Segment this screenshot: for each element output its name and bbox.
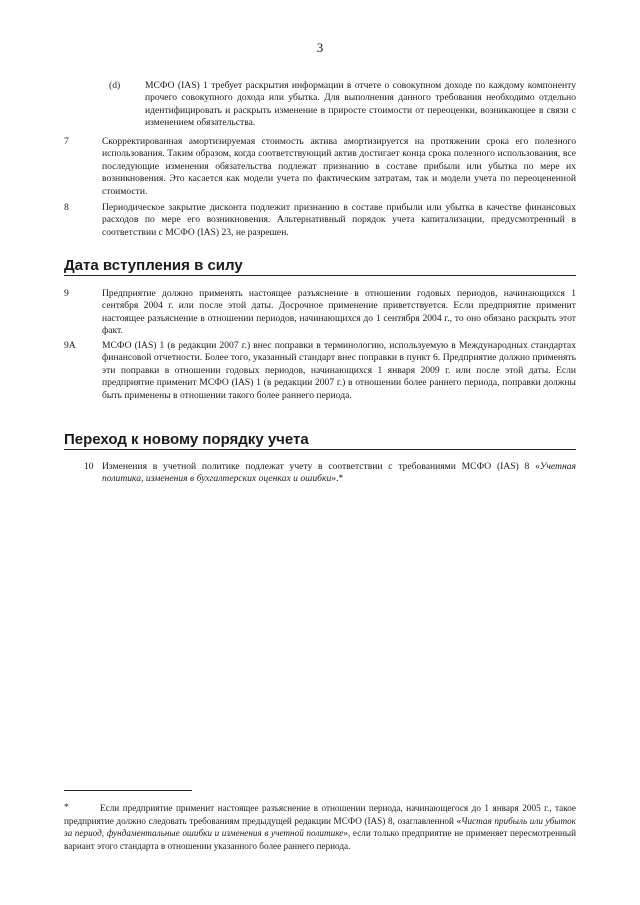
item-d-label: (d) — [109, 80, 121, 91]
footnote-text — [64, 802, 576, 852]
para-10-text-end: ».* — [331, 473, 344, 485]
para-10-text-start: Изменения в учетной политике подлежат учету в соответствии с требованиями МСФО (IAS) 8 « — [102, 461, 540, 472]
para-10-text — [102, 461, 576, 486]
para-8-number: 8 — [64, 202, 69, 213]
para-7-text: Скорректированная амортизируемая стоимость актива амортизируется на протяжении срока его полезного использования. Таким образом, когда соответствующий актив достигает конца срока полезного использования, все последующие изменения обязательства подлежат признанию в составе прибыли или убытка по мере их возникновения. Это касается как модели учета по фактическим затратам, так и модели учета по переоцененной стоимости. — [102, 136, 576, 197]
para-10-standard-title: Учетная политика, изменения в бухгалтерских оценках и ошибки — [102, 461, 576, 485]
para-8-text: Периодическое закрытие дисконта подлежит признанию в составе прибыли или убытка в качестве финансовых расходов по мере его возникновения. Альтернативный порядок учета капитализации, предусмотренный в соответствии с МСФО (IAS) 23, не разрешен. — [102, 202, 576, 238]
para-9-number: 9 — [64, 288, 69, 299]
section-title-effective-date: Дата вступления в силу — [64, 257, 576, 276]
footnote-separator — [64, 790, 192, 791]
para-9a-text: МСФО (IAS) 1 (в редакции 2007 г.) внес поправки в терминологию, используемую в Международных стандартах финансовой отчетности. Более того, указанный стандарт внес поправки в пункт 6. Предприятие должно применять эти поправки в отношении годовых периодов, начинающихся 1 января 2009 г. или после этой даты. Если предприятие применит МСФО (IAS) 1 (в редакции 2007 г.) в отношении более раннего периода, поправки должны быть применены в отношении такого более раннего периода. — [102, 340, 576, 401]
para-9-text: Предприятие должно применять настоящее разъяснение в отношении годовых периодов, начинающихся 1 сентября 2004 г. или после этой даты. Досрочное применение приветствуется. Если предприятие применит настоящее разъяснение в отношении периодов, начинающихся до 1 сентября 2004 г., то оно обязано раскрыть этот факт. — [102, 288, 576, 337]
item-d-text: МСФО (IAS) 1 требует раскрытия информации в отчете о совокупном доходе по каждому компоненту прочего совокупного дохода или убытка. Для выполнения данного требования необходимо отдельно идентифицировать и раскрыть изменение в приросте стоимости от переоценки, возникающее в связи с изменением обязательства. — [145, 80, 576, 129]
footnote-text-start: Если предприятие применит настоящее разъяснение в отношении периода, начинающегося до 1 января 2005 г., такое предприятие должно следовать требованиям предыдущей редакции МСФО (IAS) 8, озаглавленной « — [64, 803, 576, 826]
footnote-standard-title: Чистая прибыль или убыток за период, фундаментальные ошибки и изменения в учетной политике — [64, 815, 576, 839]
para-7-number: 7 — [64, 136, 69, 147]
para-9a-number: 9A — [64, 340, 76, 351]
section-title-transition: Переход к новому порядку учета — [64, 431, 576, 450]
para-10-number: 10 — [84, 461, 94, 472]
page-number: 3 — [316, 40, 324, 55]
footnote-text-end: », если только предприятие не применяет пересмотренный вариант этого стандарта в отношении указанного более раннего периода. — [64, 828, 576, 851]
footnote-mark: * — [64, 802, 69, 813]
